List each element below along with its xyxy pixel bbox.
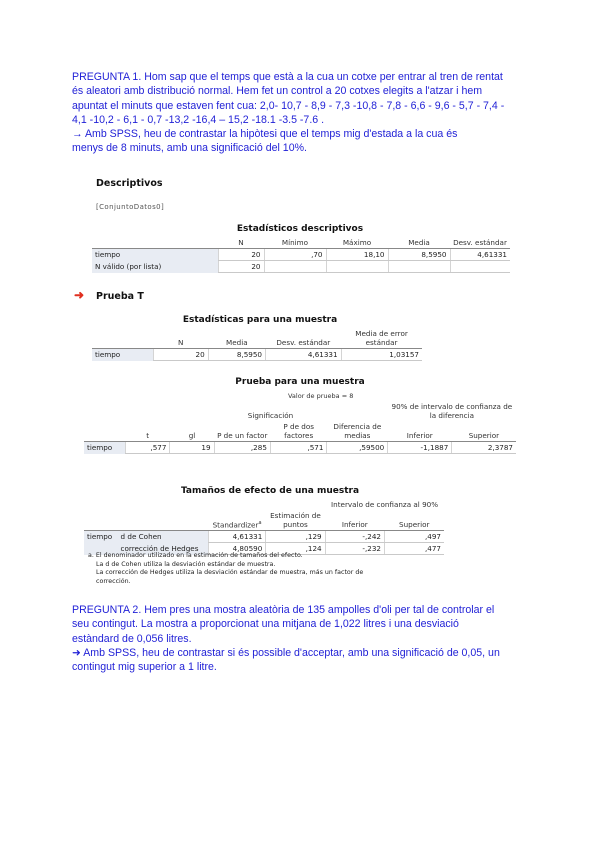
prueba-t-heading: Prueba T — [96, 291, 144, 302]
col-header: Desv. estándar — [450, 237, 510, 249]
col-header: gl — [170, 421, 214, 442]
sig-header: Significación — [247, 411, 294, 420]
col-header: Máximo — [326, 237, 388, 249]
question-2-line: seu contingut. La mostra a proporcionat una mitjana de 1,022 litres i una desviació — [72, 618, 459, 631]
arrow-icon: ➜ — [74, 288, 85, 302]
question-1 — [72, 70, 537, 156]
test-table-title: Prueba para una muestra — [235, 377, 365, 387]
question-2-line: estàndard de 0,056 litres. — [72, 632, 192, 645]
effect-table-title: Tamaños de efecto de una muestra — [180, 486, 360, 496]
question-2-line: PREGUNTA 2. Hem pres una mostra aleatòria de 135 ampolles d'oli per tal de controlar el — [72, 604, 495, 616]
table-row: tiempo 20 8,5950 4,61331 1,03157 — [92, 349, 422, 361]
question-1-line: → Amb SPSS, heu de contrastar la hipòtesi que el temps mig d'estada a la cua és — [72, 128, 458, 141]
col-header: P de un factor — [214, 421, 270, 442]
col-header: Diferencia de medias — [327, 421, 388, 442]
stats-table — [92, 328, 422, 361]
col-header: Standardizer$^a$ — [208, 510, 266, 531]
stats-table-title: Estadísticas para una muestra — [182, 315, 338, 325]
effect-size-table — [84, 499, 444, 555]
ci-header: Intervalo de confianza al 90% — [331, 500, 439, 509]
descriptivos-table — [92, 237, 510, 273]
col-header: Estimación de puntos — [266, 510, 325, 531]
descriptivos-table-title: Estadísticos descriptivos — [236, 224, 364, 234]
table-row: tiempo ,577 19 ,285 ,571 ,59500 -1,1887 2,3787 — [84, 442, 516, 454]
question-1-line: és aleatori amb distribució normal. Hem fet un control a 20 cotxes elegits a l'atzar i hem — [72, 85, 483, 98]
question-2-line: contingut mig superior a 1 litre. — [72, 661, 217, 674]
dataset-label: [ConjuntoDatos0] — [96, 203, 165, 211]
descriptivos-heading: Descriptivos — [96, 178, 163, 189]
table-row: corrección de Hedges 4,80590 ,124 -,232 ,477 — [84, 543, 444, 555]
question-1-line: menys de 8 minuts, amb una significació del 10%. — [72, 142, 307, 155]
col-header: Media de error estándar — [341, 328, 422, 349]
col-header: Inferior — [388, 421, 452, 442]
col-header: t — [125, 421, 170, 442]
question-2-line: ➜ Amb SPSS, heu de contrastar si és possible d'acceptar, amb una significació de 0,05, un — [72, 646, 500, 659]
ci-header: 90% de intervalo de confianza de la diferencia — [391, 402, 513, 420]
col-header: Desv. estándar — [266, 328, 342, 349]
test-value-label: Valor de prueba = 8 — [287, 392, 354, 400]
effect-footnote: a. El denominador utilizado en la estimación de tamaños del efecto. La d de Cohen utiliza la desviación estándar de muestra. La corrección de Hedges utiliza la desviación estándar de muestra, más un factor de corrección. — [88, 552, 364, 585]
col-header: Mínimo — [264, 237, 326, 249]
table-row: tiempo d de Cohen 4,61331 ,129 -,242 ,497 — [84, 531, 444, 543]
question-1-line: 4,1 -10,2 - 6,1 - 0,7 -13,2 -16,4 – 15,2 -18.1 -3.5 -7.6 . — [72, 113, 325, 126]
one-sample-test-table — [84, 391, 516, 454]
col-header: N — [218, 237, 264, 249]
table-row: tiempo 20 ,70 18,10 8,5950 4,61331 — [92, 249, 510, 261]
col-header: Media — [388, 237, 450, 249]
col-header: Inferior — [325, 510, 384, 531]
question-1-line: PREGUNTA 1. Hom sap que el temps que està a la cua un cotxe per entrar al tren de rentat — [72, 71, 503, 83]
col-header: Media — [208, 328, 265, 349]
col-header: N — [153, 328, 208, 349]
table-row: N válido (por lista) 20 — [92, 261, 510, 273]
col-header: P de dos factores — [270, 421, 327, 442]
col-header: Superior — [452, 421, 516, 442]
question-2 — [72, 603, 537, 674]
col-header: Superior — [384, 510, 444, 531]
question-1-line: apuntat el minuts que estaven fent cua: 2,0- 10,7 - 8,9 - 7,3 -10,8 - 7,8 - 6,6 - 9,6 - 5,7 - 7,4 - — [72, 99, 505, 112]
